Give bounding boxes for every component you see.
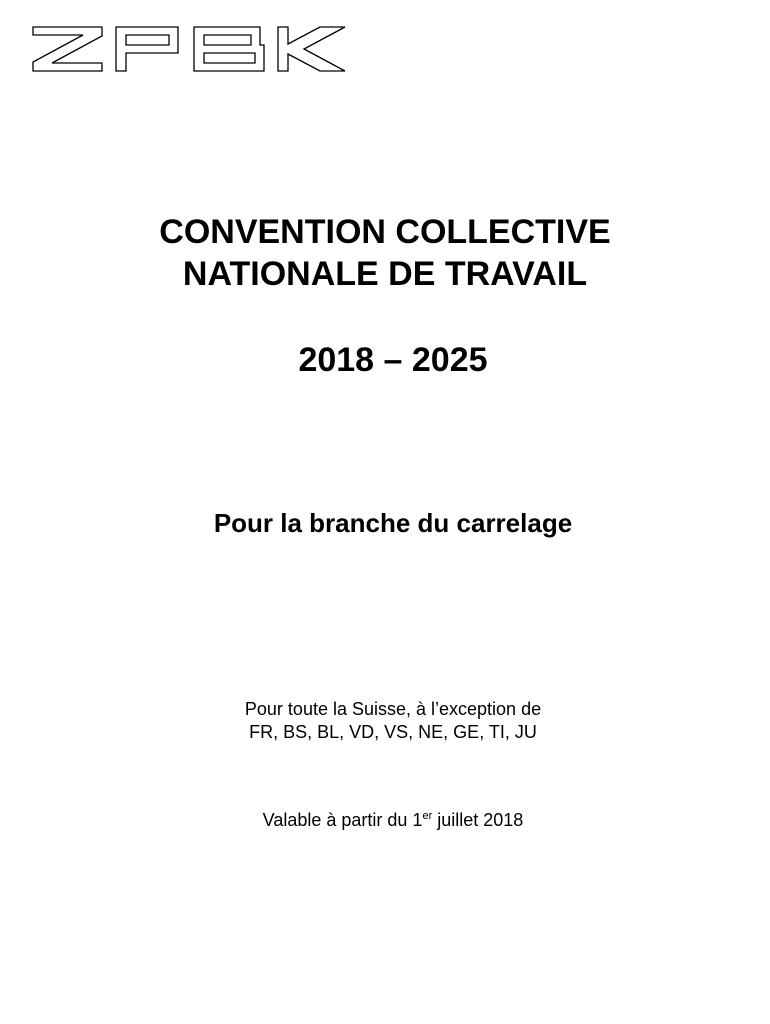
effective-date-suffix: juillet 2018: [432, 810, 524, 830]
effective-date-prefix: Valable à partir du 1: [262, 810, 423, 830]
document-title-line-2: NATIONALE DE TRAVAIL: [182, 255, 588, 293]
document-subtitle: Pour la branche du carrelage: [213, 508, 573, 538]
scope-line-2: FR, BS, BL, VD, VS, NE, GE, TI, JU: [249, 722, 537, 742]
scope-line-1: Pour toute la Suisse, à l’exception de: [244, 699, 542, 719]
document-title-line-1: CONVENTION COLLECTIVE: [159, 213, 611, 251]
zpbk-logo-mark: [32, 26, 346, 72]
validity-period: 2018 – 2025: [298, 341, 488, 379]
effective-date-superscript: er: [422, 810, 433, 822]
effective-date: [0, 808, 770, 832]
zpbk-logo: [32, 26, 346, 72]
